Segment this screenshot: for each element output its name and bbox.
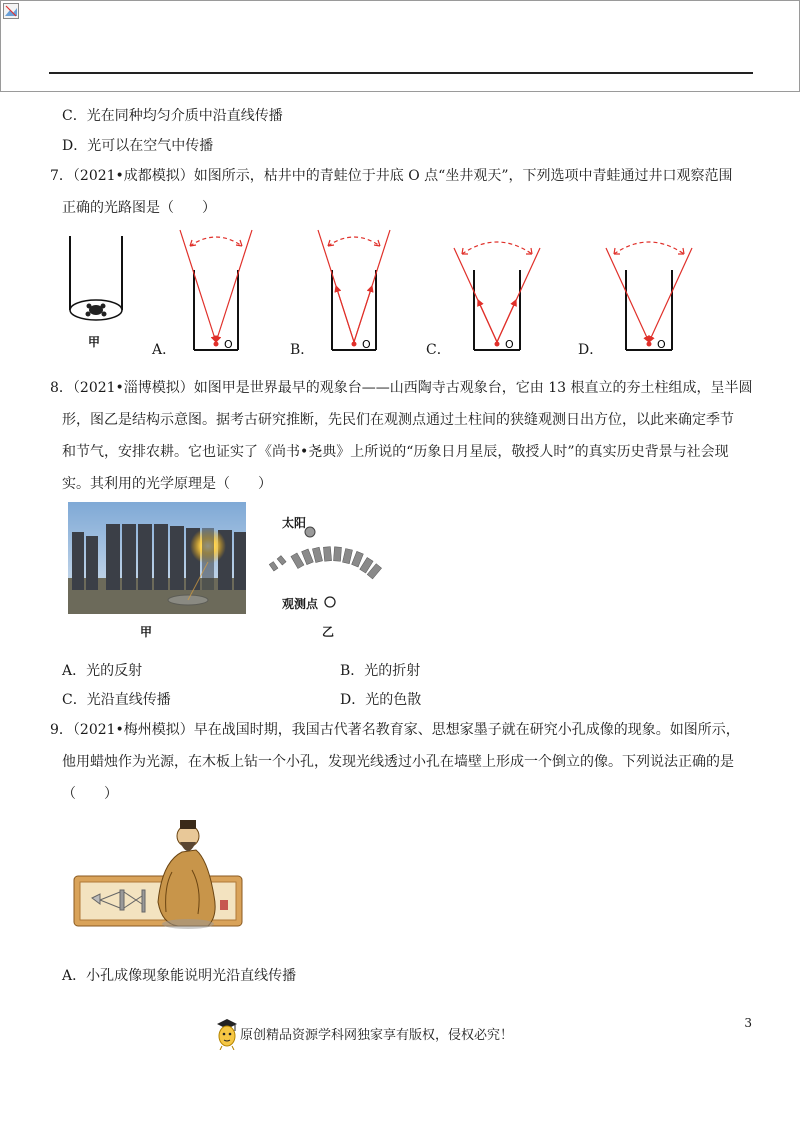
q7-d-point-label: O [657, 338, 666, 351]
q8-option-a: A．光的反射 [62, 663, 143, 679]
q8-option-c: C．光沿直线传播 [62, 692, 171, 708]
mascot-icon [214, 1016, 240, 1050]
q8-stem-line4: 实。其利用的光学原理是（ ） [62, 476, 272, 492]
q9-stem-line1: 9．（2021•梅州模拟）早在战国时期，我国古代著名教育家、思想家墨子就在研究小孔成像的现象。如图所示， [50, 722, 740, 738]
q7-c-point-label: O [505, 338, 514, 351]
q7-option-d-diagram [604, 226, 694, 354]
page-number: 3 [744, 1016, 752, 1030]
q7-option-c: C． [426, 342, 451, 358]
q9-stem-line2: 他用蜡烛作为光源，在木板上钻一个小孔，发现光线透过小孔在墙壁上形成一个倒立的像。下列说法正确的是 [62, 754, 734, 770]
q8-option-b: B．光的折射 [340, 663, 421, 679]
q8-stem-line2: 形，图乙是结构示意图。据考古研究推断，先民们在观测点通过土柱间的狭缝观测日出方位，以此来确定季节 [62, 412, 734, 428]
q8-fig-label-jia: 甲 [140, 625, 153, 639]
q7-option-a: A． [152, 342, 177, 358]
q7-stem-line2: 正确的光路图是（ ） [62, 200, 216, 216]
q7-fig-well-frog [64, 232, 128, 328]
q8-observer-label: 观测点 [282, 597, 319, 611]
q8-option-d: D．光的色散 [340, 692, 422, 708]
q8-fig-label-yi: 乙 [322, 625, 335, 639]
q7-option-b-diagram [314, 226, 394, 354]
q7-option-a-diagram [176, 226, 256, 354]
q7-b-point-label: O [362, 338, 371, 351]
broken-image-icon [3, 3, 19, 19]
q6-option-c: C．光在同种均匀介质中沿直线传播 [62, 108, 283, 124]
page-footer [214, 1016, 544, 1052]
q7-stem-line1: 7．（2021•成都模拟）如图所示，枯井中的青蛙位于井底 O 点“坐井观天”，下列选项中青蛙通过井口观察范围 [50, 168, 733, 184]
q8-sun-label: 太阳 [282, 516, 307, 530]
q8-photo-observatory [68, 502, 246, 614]
header-rule [49, 72, 753, 74]
q7-a-point-label: O [224, 338, 233, 351]
copyright-notice: 原创精品资源学科网独家享有版权，侵权必究！ [240, 1028, 514, 1043]
q7-option-c-diagram [452, 226, 542, 354]
q8-stem-line3: 和节气，安排农耕。它也证实了《尚书•尧典》上所说的“历象日月星辰，敬授人时”的真实历史背景与社会现 [62, 444, 729, 460]
q7-fig-label-jia: 甲 [88, 335, 101, 349]
page-header [0, 0, 800, 92]
q7-option-b: B． [290, 342, 315, 358]
q7-option-d: D． [578, 342, 604, 358]
q8-stem-line1: 8．（2021•淄博模拟）如图甲是世界最早的观象台——山西陶寺古观象台，它由 13 根直立的夯土柱组成，呈半圆 [50, 380, 753, 396]
q9-stem-line3: （ ） [62, 786, 118, 802]
q9-illustration-mozi [72, 812, 244, 934]
q6-option-d: D．光可以在空气中传播 [62, 138, 214, 154]
q9-option-a: A．小孔成像现象能说明光沿直线传播 [62, 968, 297, 984]
